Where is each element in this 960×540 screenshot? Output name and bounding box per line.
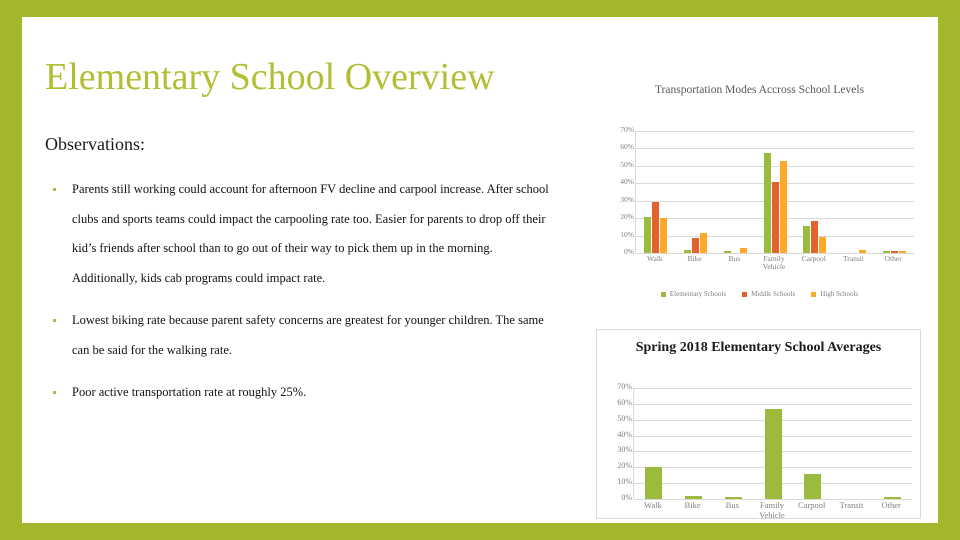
bullet-dot-icon [53, 391, 56, 394]
bar [684, 250, 691, 253]
slide-canvas [22, 17, 938, 523]
bar-group [636, 131, 676, 253]
legend-swatch-icon [811, 292, 816, 297]
y-axis-tick-label: 50% [617, 414, 632, 423]
bar-group [835, 131, 875, 253]
bar-group [753, 388, 793, 499]
bar-group [874, 131, 914, 253]
chart-bar-groups [634, 388, 912, 499]
chart-bar-groups [636, 131, 914, 253]
legend-item [661, 290, 726, 298]
chart-title: Transportation Modes Accross School Levels [654, 84, 865, 96]
x-axis-tick-label: Walk [647, 254, 663, 263]
legend-swatch-icon [661, 292, 666, 297]
legend-item [742, 290, 795, 298]
y-axis-tick-label: 30% [620, 195, 634, 204]
bar [724, 251, 731, 253]
bar [740, 248, 747, 253]
y-axis-tick-label: 20% [620, 212, 634, 221]
bar-group [793, 388, 833, 499]
observations-heading: Observations: [45, 134, 145, 154]
x-axis-tick-label: Family Vehicle [762, 254, 786, 272]
bar-group [713, 388, 753, 499]
bar [819, 237, 826, 253]
x-axis-tick-label: Carpool [801, 254, 826, 263]
bar [652, 202, 659, 253]
list-item [42, 175, 552, 293]
observations-bullet-list [42, 175, 552, 421]
bar [803, 226, 810, 253]
bar [772, 182, 779, 253]
bar [883, 251, 890, 253]
legend-label: High Schools [820, 290, 859, 298]
y-axis-tick-label: 40% [620, 177, 634, 186]
y-axis-tick-label: 70% [620, 125, 634, 134]
bar-group [833, 388, 873, 499]
bar [899, 251, 906, 253]
x-axis-tick-label: Other [884, 254, 902, 263]
legend-label: Middle Schools [751, 290, 796, 298]
bar [692, 238, 699, 253]
bar [859, 250, 866, 253]
y-axis-tick-label: 40% [617, 430, 632, 439]
bar [644, 217, 651, 253]
page-title: Elementary School Overview [45, 56, 495, 98]
x-axis-tick-label: Bike [687, 254, 702, 263]
x-axis-tick-label: Family Vehicle [759, 500, 785, 520]
y-axis-tick-label: 10% [617, 477, 632, 486]
bar [700, 233, 707, 253]
bar [725, 497, 742, 499]
x-axis-tick-label: Transit [839, 500, 864, 510]
bar [811, 221, 818, 253]
chart-transportation-modes [597, 79, 922, 311]
chart-title: Spring 2018 Elementary School Averages [635, 340, 882, 355]
legend-item [811, 290, 858, 298]
bar-group [676, 131, 716, 253]
x-axis-tick-label: Walk [643, 500, 662, 510]
list-item-text: Poor active transportation rate at roughly 25%. [72, 385, 307, 399]
list-item-text: Parents still working could account for afternoon FV decline and carpool increase. After school clubs and sports teams could impact the carpooling rate too. Easier for parents to drop off their kid’s friends after school than to go out of their way to pick them up in the morning. Additionally, kids cab programs could impact rate. [72, 182, 549, 285]
x-axis-tick-label: Carpool [798, 500, 826, 510]
bar-group [715, 131, 755, 253]
bar [764, 153, 771, 253]
chart-legend [597, 290, 922, 298]
chart-x-axis [633, 501, 911, 520]
y-axis-tick-label: 30% [617, 445, 632, 454]
bar [780, 161, 787, 253]
x-axis-tick-label: Transit [842, 254, 864, 263]
y-axis-tick-label: 60% [620, 142, 634, 151]
list-item [42, 306, 552, 365]
bar [765, 409, 782, 499]
bullet-dot-icon [53, 319, 56, 322]
bar-group [674, 388, 714, 499]
x-axis-tick-label: Other [881, 500, 901, 510]
list-item [42, 378, 552, 408]
bullet-dot-icon [53, 188, 56, 191]
y-axis-tick-label: 50% [620, 160, 634, 169]
legend-label: Elementary Schools [669, 290, 727, 298]
bar-group [795, 131, 835, 253]
chart-plot-area [620, 125, 914, 256]
y-axis-tick-label: 70% [617, 382, 632, 391]
bar [685, 496, 702, 499]
chart-x-axis [635, 255, 913, 272]
x-axis-tick-label: Bus [728, 254, 741, 263]
bar [884, 497, 901, 499]
bar-group [872, 388, 912, 499]
y-axis-tick-label: 60% [617, 398, 632, 407]
chart-plot-area [617, 382, 912, 502]
list-item-text: Lowest biking rate because parent safety concerns are greatest for younger children. The same can be said for the walking rate. [72, 313, 544, 357]
chart-spring-2018-averages [596, 329, 921, 519]
y-axis-tick-label: 20% [617, 461, 632, 470]
x-axis-tick-label: Bus [725, 500, 739, 510]
bar [891, 251, 898, 253]
y-axis-tick-label: 10% [620, 230, 634, 239]
legend-swatch-icon [742, 292, 747, 297]
y-axis-tick-label: 0% [621, 493, 632, 502]
bar [660, 218, 667, 253]
y-axis-tick-label: 0% [624, 247, 634, 256]
bar [804, 474, 821, 499]
bar-group [755, 131, 795, 253]
x-axis-tick-label: Bike [684, 500, 701, 510]
bar [645, 467, 662, 500]
bar-group [634, 388, 674, 499]
